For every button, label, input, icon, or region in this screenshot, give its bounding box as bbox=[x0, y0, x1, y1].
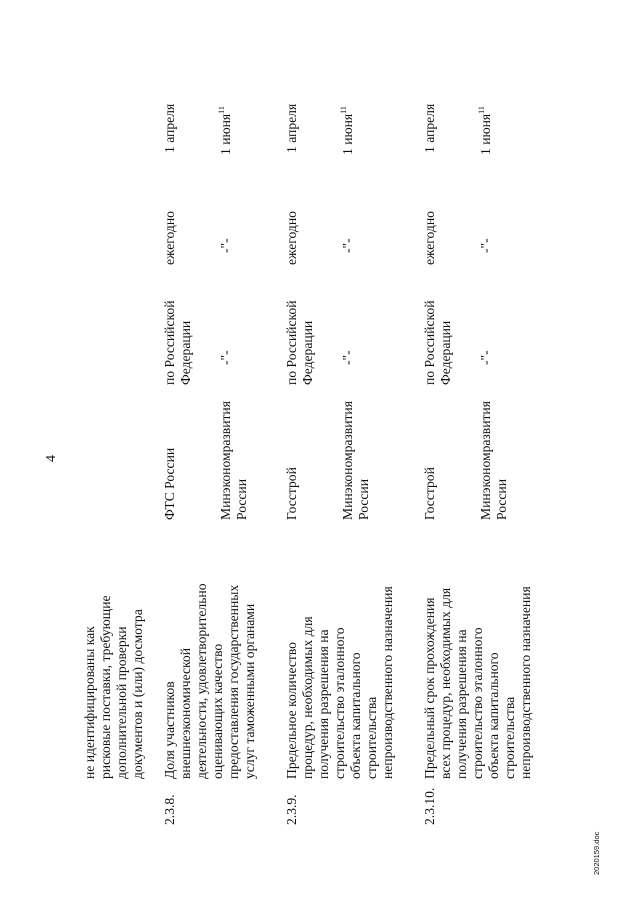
deadline-secondary: 1 июня$^{11}$ bbox=[217, 106, 233, 155]
indicator-line: деятельности, удовлетворительно bbox=[194, 583, 209, 779]
footnote-marker: 11 bbox=[477, 106, 486, 114]
deadline-primary: 1 апреля bbox=[422, 103, 437, 153]
level-ditto: -"- bbox=[340, 350, 355, 365]
indicator-line: объекта капитального bbox=[486, 652, 501, 779]
indicator-line: процедур, необходимых для bbox=[300, 616, 315, 779]
level-primary: Федерации bbox=[300, 320, 315, 385]
indicator-line: непроизводственного назначения bbox=[518, 586, 533, 779]
responsible-secondary: Минэкономразвития bbox=[218, 401, 233, 520]
row-number: 2.3.9. bbox=[284, 794, 299, 825]
footnote-marker: 11 bbox=[217, 106, 226, 114]
responsible-secondary: России bbox=[234, 479, 249, 520]
indicator-line: непроизводственного назначения bbox=[380, 586, 395, 779]
level-primary: Федерации bbox=[178, 320, 193, 385]
level-ditto: -"- bbox=[218, 350, 233, 365]
indicator-line: строительство эталонного bbox=[470, 627, 485, 779]
responsible-primary: ФТС России bbox=[162, 447, 177, 520]
periodicity-ditto: -"- bbox=[218, 238, 233, 253]
periodicity-ditto: -"- bbox=[478, 238, 493, 253]
indicator-line: получения разрешения на bbox=[316, 629, 331, 779]
row-number: 2.3.8. bbox=[162, 794, 177, 825]
periodicity-primary: ежегодно bbox=[284, 211, 299, 265]
periodicity-ditto: -"- bbox=[340, 238, 355, 253]
deadline-primary: 1 апреля bbox=[284, 103, 299, 153]
indicator-line: оценивающих качество bbox=[210, 643, 225, 779]
responsible-secondary: России bbox=[356, 479, 371, 520]
continuation-line: рисковые поставки, требующие bbox=[98, 595, 113, 779]
footer-filename: 2020159.doc bbox=[592, 831, 601, 875]
deadline-secondary: 1 июня$^{11}$ bbox=[339, 106, 355, 155]
periodicity-primary: ежегодно bbox=[162, 211, 177, 265]
deadline-primary: 1 апреля bbox=[162, 103, 177, 153]
page-number: 4 bbox=[44, 455, 59, 462]
level-ditto: -"- bbox=[478, 350, 493, 365]
deadline-secondary: 1 июня$^{11}$ bbox=[477, 106, 493, 155]
periodicity-primary: ежегодно bbox=[422, 211, 437, 265]
level-primary: по Российской bbox=[162, 300, 177, 385]
continuation-line: документов и (или) досмотра bbox=[130, 609, 145, 779]
indicator-line: получения разрешения на bbox=[454, 629, 469, 779]
responsible-secondary: России bbox=[494, 479, 509, 520]
responsible-primary: Госстрой bbox=[284, 467, 299, 520]
indicator-line: строительства bbox=[502, 696, 517, 779]
responsible-primary: Госстрой bbox=[422, 467, 437, 520]
indicator-line: объекта капитального bbox=[348, 652, 363, 779]
footnote-marker: 11 bbox=[339, 106, 348, 114]
indicator-line: Доля участников bbox=[162, 681, 177, 779]
continuation-line: дополнительной проверки bbox=[114, 626, 129, 779]
level-primary: Федерации bbox=[438, 320, 453, 385]
level-primary: по Российской bbox=[422, 300, 437, 385]
row-number: 2.3.10. bbox=[422, 787, 437, 825]
indicator-line: услуг таможенными органами bbox=[242, 603, 257, 779]
indicator-line: всех процедур, необходимых для bbox=[438, 587, 453, 779]
indicator-line: внешнеэкономической bbox=[178, 648, 193, 779]
continuation-line: не идентифицированы как bbox=[82, 626, 97, 779]
responsible-secondary: Минэкономразвития bbox=[478, 401, 493, 520]
indicator-line: Предельное количество bbox=[284, 642, 299, 779]
responsible-secondary: Минэкономразвития bbox=[340, 401, 355, 520]
indicator-line: предоставления государственных bbox=[226, 584, 241, 779]
indicator-line: строительства bbox=[364, 696, 379, 779]
level-primary: по Российской bbox=[284, 300, 299, 385]
indicator-line: строительство эталонного bbox=[332, 627, 347, 779]
indicator-line: Предельный срок прохождения bbox=[422, 597, 437, 779]
